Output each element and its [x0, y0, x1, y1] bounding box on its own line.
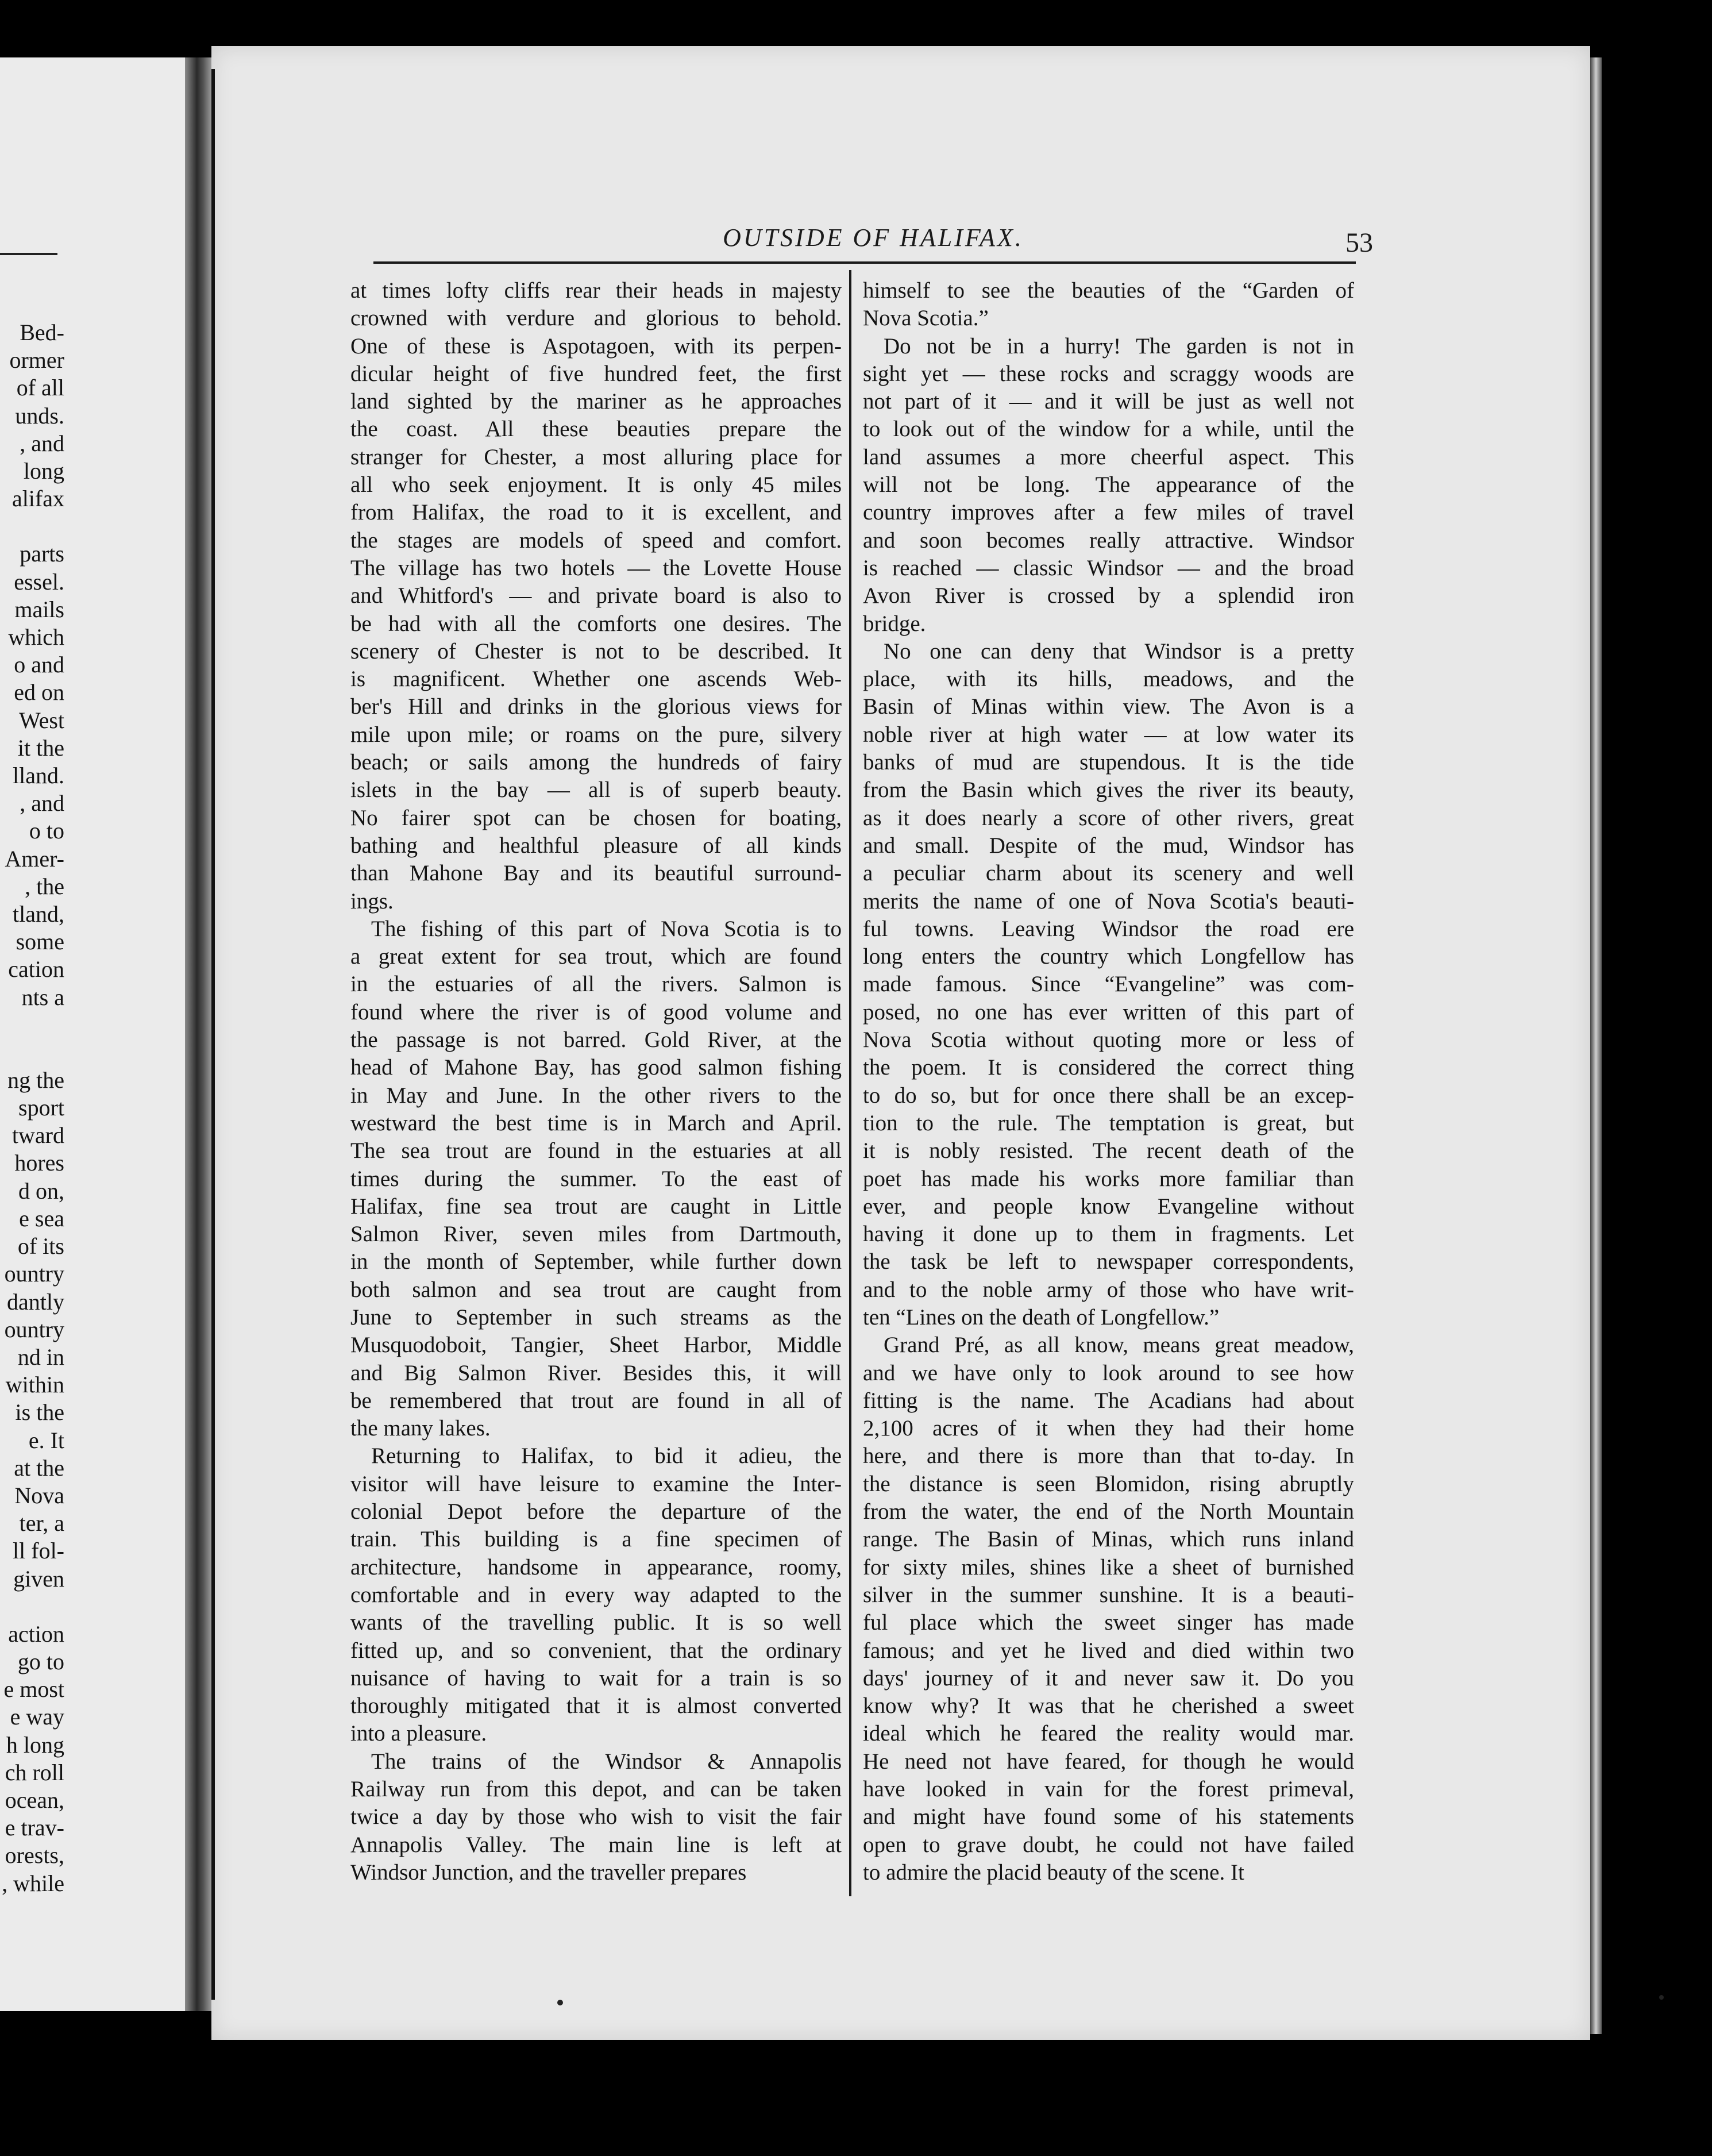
text-line: at times lofty cliffs rear their heads in majesty: [350, 278, 842, 303]
text-line: and soon becomes really attractive. Windsor: [863, 528, 1354, 553]
text-line: One of these is Aspotagoen, with its perpen-: [350, 333, 842, 359]
text-line: in the estuaries of all the rivers. Salmon is: [350, 972, 842, 997]
text-line: fitting is the name. The Acadians had about: [863, 1388, 1354, 1413]
text-line: will not be long. The appearance of the: [863, 472, 1354, 498]
text-line: thoroughly mitigated that it is almost converted: [350, 1693, 842, 1719]
text-line: the many lakes.: [350, 1416, 491, 1441]
previous-page-fragment: long: [23, 458, 64, 484]
text-line: Avon River is crossed by a splendid iron: [863, 583, 1354, 609]
text-line: comfortable and in every way adapted to the: [350, 1582, 842, 1607]
text-line: be had with all the comforts one desires. The: [350, 611, 842, 636]
paragraph: [863, 638, 1354, 1331]
previous-page-fragment: Bed-: [20, 319, 64, 345]
text-line: head of Mahone Bay, has good salmon fishing: [350, 1055, 842, 1080]
text-line: twice a day by those who wish to visit the fair: [350, 1804, 842, 1830]
text-line: Returning to Halifax, to bid it adieu, the: [371, 1443, 842, 1469]
text-line: June to September in such streams as the: [350, 1304, 842, 1330]
text-line: ever, and people know Evangeline without: [863, 1194, 1354, 1219]
previous-page-fragment: at the: [14, 1454, 64, 1481]
text-line: Halifax, fine sea trout are caught in Little: [350, 1194, 842, 1219]
previous-page-gap: [0, 513, 64, 540]
text-line: poet has made his works more familiar than: [863, 1166, 1354, 1191]
previous-page-rule: [0, 253, 57, 255]
text-line: for sixty miles, shines like a sheet of burnished: [863, 1554, 1354, 1580]
previous-page-fragment: of all: [16, 375, 64, 401]
previous-page-fragment: some: [16, 929, 64, 955]
text-line: found where the river is of good volume and: [350, 999, 842, 1025]
text-line: fitted up, and so convenient, that the ordinary: [350, 1638, 842, 1663]
previous-page-fragment: mails: [14, 596, 64, 622]
page-number: 53: [1345, 228, 1373, 258]
previous-page-fragment: lland.: [13, 763, 64, 789]
text-line: beach; or sails among the hundreds of fairy: [350, 750, 842, 775]
text-line: dicular height of five hundred feet, the first: [350, 361, 842, 386]
text-line: banks of mud are stupendous. It is the tide: [863, 750, 1354, 775]
previous-page-fragment: e trav-: [5, 1815, 64, 1841]
book-gutter: [185, 57, 211, 2011]
previous-page-fragment: action: [8, 1620, 64, 1647]
previous-page-fragment: o to: [29, 818, 64, 844]
text-line: architecture, handsome in appearance, roomy,: [350, 1554, 842, 1580]
previous-page-fragment: nts a: [21, 984, 64, 1010]
text-line: No one can deny that Windsor is a pretty: [884, 638, 1354, 664]
previous-page-fragment: go to: [17, 1648, 64, 1674]
text-line: the task be left to newspaper correspondents,: [863, 1249, 1354, 1275]
text-line: times during the summer. To the east of: [350, 1166, 842, 1191]
paragraph: [350, 1442, 842, 1747]
text-line: to do so, but for once there shall be an excep-: [863, 1083, 1354, 1108]
previous-page-gap: [0, 1039, 64, 1067]
text-line: Musquodoboit, Tangier, Sheet Harbor, Middle: [350, 1333, 842, 1358]
previous-page-fragment: is the: [15, 1399, 64, 1426]
text-line: and we have only to look around to see how: [863, 1360, 1354, 1385]
column-divider: [849, 270, 851, 1896]
text-line: and small. Despite of the mud, Windsor has: [863, 833, 1354, 858]
previous-page-fragment: tward: [11, 1122, 64, 1149]
text-line: crowned with verdure and glorious to behold.: [350, 306, 842, 331]
previous-page-gap: [0, 1011, 64, 1039]
text-line: land sighted by the mariner as he approaches: [350, 389, 842, 414]
text-line: No fairer spot can be chosen for boating,: [350, 805, 842, 830]
text-line: Nova Scotia without quoting more or less of: [863, 1027, 1354, 1053]
text-line: not part of it — and it will be just as well not: [863, 389, 1354, 414]
previous-page-fragment: o and: [14, 652, 64, 678]
ink-speck: [557, 2000, 563, 2005]
paragraph: [863, 277, 1354, 333]
text-line: from the Basin which gives the river its beauty,: [863, 777, 1354, 803]
text-line: here, and there is more than that to-day. In: [863, 1443, 1354, 1469]
text-line: than Mahone Bay and its beautiful surround-: [350, 861, 842, 886]
text-line: all who seek enjoyment. It is only 45 miles: [350, 472, 842, 498]
text-line: the poem. It is considered the correct thing: [863, 1055, 1354, 1080]
previous-page-fragment: ch roll: [5, 1759, 64, 1785]
text-line: Windsor Junction, and the traveller prepares: [350, 1859, 747, 1885]
text-line: have looked in vain for the forest primeval,: [863, 1777, 1354, 1802]
previous-page-fragment: ter, a: [19, 1510, 64, 1537]
previous-page-fragment: dantly: [7, 1288, 64, 1315]
previous-page-fragment: given: [13, 1565, 64, 1592]
previous-page-fragment: ountry: [4, 1316, 64, 1342]
text-line: The sea trout are found in the estuaries at all: [350, 1138, 842, 1164]
text-line: silver in the summer sunshine. It is a beauti-: [863, 1582, 1354, 1607]
text-line: ten “Lines on the death of Longfellow.”: [863, 1304, 1220, 1330]
text-line: tion to the rule. The temptation is great, but: [863, 1110, 1354, 1135]
previous-page-fragment: within: [5, 1372, 64, 1398]
paragraph: [350, 277, 842, 915]
text-line: know why? It was that he cherished a sweet: [863, 1693, 1354, 1719]
previous-page-fragment: ormer: [9, 347, 64, 374]
text-line: place, with its hills, meadows, and the: [863, 667, 1354, 692]
text-line: Grand Pré, as all know, means great meadow,: [884, 1333, 1354, 1358]
previous-page-fragment: which: [8, 624, 64, 650]
text-line: Nova Scotia.”: [863, 306, 989, 331]
text-line: both salmon and sea trout are caught from: [350, 1277, 842, 1302]
header-rule: [373, 261, 1356, 264]
previous-page-fragment: Amer-: [5, 845, 64, 872]
text-line: as it does nearly a score of other rivers, great: [863, 805, 1354, 830]
text-line: ber's Hill and drinks in the glorious views for: [350, 694, 842, 719]
text-line: ideal which he feared the reality would mar.: [863, 1721, 1354, 1746]
text-line: in the month of September, while further down: [350, 1249, 842, 1275]
previous-page-fragment: nd in: [17, 1343, 64, 1370]
previous-page: [0, 57, 185, 2011]
text-line: and might have found some of his statements: [863, 1804, 1354, 1830]
text-line: the passage is not barred. Gold River, at the: [350, 1027, 842, 1053]
text-line: days' journey of it and never saw it. Do you: [863, 1665, 1354, 1691]
previous-page-fragment: ocean,: [5, 1787, 64, 1813]
previous-page-fragment: it the: [17, 734, 64, 761]
text-line: nuisance of having to wait for a train is so: [350, 1665, 842, 1691]
text-line: the coast. All these beauties prepare the: [350, 417, 842, 442]
previous-page-fragment: unds.: [15, 402, 64, 429]
paragraph: [863, 1331, 1354, 1886]
text-line: into a pleasure.: [350, 1721, 487, 1746]
text-line: colonial Depot before the departure of the: [350, 1499, 842, 1524]
text-line: made famous. Since “Evangeline” was com-: [863, 972, 1354, 997]
previous-page-fragment: West: [19, 707, 64, 733]
paragraph: [863, 333, 1354, 638]
previous-page-fragment: h long: [6, 1731, 64, 1758]
previous-page-fragment: orests,: [5, 1842, 64, 1869]
text-line: noble river at high water — at low water its: [863, 722, 1354, 747]
left-column: [350, 277, 842, 1886]
text-line: open to grave doubt, he could not have failed: [863, 1832, 1354, 1857]
text-line: from Halifax, the road to it is excellent, and: [350, 500, 842, 525]
text-line: He need not have feared, for though he would: [863, 1749, 1354, 1774]
previous-page-gap: [0, 1593, 64, 1620]
text-line: a great extent for sea trout, which are found: [350, 944, 842, 969]
text-line: merits the name of one of Nova Scotia's beauti-: [863, 888, 1354, 914]
text-line: 2,100 acres of it when they had their home: [863, 1416, 1354, 1441]
previous-page-fragment: e way: [10, 1704, 64, 1730]
previous-page-fragment: , and: [20, 790, 64, 817]
text-line: bridge.: [863, 611, 926, 636]
text-line: the distance is seen Blomidon, rising abruptly: [863, 1471, 1354, 1496]
previous-page-fragment: ed on: [14, 679, 64, 706]
previous-page-fragment: Nova: [14, 1482, 64, 1508]
previous-page-fragment: ng the: [7, 1067, 64, 1093]
text-line: Annapolis Valley. The main line is left at: [350, 1832, 842, 1857]
text-line: The village has two hotels — the Lovette House: [350, 555, 842, 580]
previous-page-fragment: e most: [3, 1676, 64, 1703]
paragraph: [350, 915, 842, 1443]
text-line: be remembered that trout are found in all of: [350, 1388, 842, 1413]
text-line: The fishing of this part of Nova Scotia is to: [371, 916, 842, 941]
right-column: [863, 277, 1354, 1886]
previous-page-fragment: ountry: [4, 1261, 64, 1287]
ink-speck: [1659, 1995, 1664, 2000]
text-line: posed, no one has ever written of this part of: [863, 999, 1354, 1025]
text-line: visitor will have leisure to examine the Inter-: [350, 1471, 842, 1496]
previous-page-fragment: of its: [17, 1233, 64, 1260]
previous-page-fragment: alifax: [11, 486, 64, 512]
text-line: and to the noble army of those who have writ-: [863, 1277, 1354, 1302]
text-line: is reached — classic Windsor — and the broad: [863, 555, 1354, 580]
previous-page-fragment: d on,: [18, 1177, 64, 1204]
text-line: Do not be in a hurry! The garden is not in: [884, 333, 1354, 359]
text-line: train. This building is a fine specimen of: [350, 1527, 842, 1552]
text-line: a peculiar charm about its scenery and well: [863, 861, 1354, 886]
text-line: mile upon mile; or roams on the pure, silvery: [350, 722, 842, 747]
text-line: islets in the bay — all is of superb beauty.: [350, 777, 842, 803]
text-line: stranger for Chester, a most alluring place for: [350, 444, 842, 469]
text-line: bathing and healthful pleasure of all kinds: [350, 833, 842, 858]
text-line: Basin of Minas within view. The Avon is a: [863, 694, 1354, 719]
previous-page-fragment: tland,: [13, 901, 64, 927]
text-line: ful towns. Leaving Windsor the road ere: [863, 916, 1354, 941]
text-line: it is nobly resisted. The recent death of the: [863, 1138, 1354, 1164]
text-line: himself to see the beauties of the “Garden of: [863, 278, 1354, 303]
text-line: The trains of the Windsor & Annapolis: [371, 1749, 842, 1774]
text-line: ful place which the sweet singer has made: [863, 1610, 1354, 1635]
running-header: OUTSIDE OF HALIFAX.: [723, 224, 1024, 252]
text-line: to admire the placid beauty of the scene. It: [863, 1859, 1244, 1885]
text-line: ings.: [350, 888, 394, 914]
text-line: country improves after a few miles of travel: [863, 500, 1354, 525]
text-line: and Big Salmon River. Besides this, it will: [350, 1360, 842, 1385]
previous-page-fragment: , the: [25, 873, 64, 899]
text-line: sight yet — these rocks and scraggy woods are: [863, 361, 1354, 386]
text-line: in May and June. In the other rivers to the: [350, 1083, 842, 1108]
text-line: from the water, the end of the North Mountain: [863, 1499, 1354, 1524]
previous-page-fragment: parts: [20, 541, 64, 567]
text-line: scenery of Chester is not to be described. It: [350, 638, 842, 664]
text-line: westward the best time is in March and April.: [350, 1110, 842, 1135]
page-edge: [1590, 57, 1602, 2034]
previous-page-fragment: sport: [18, 1095, 64, 1121]
text-line: Salmon River, seven miles from Dartmouth,: [350, 1222, 842, 1247]
previous-page-fragment: e sea: [19, 1205, 64, 1231]
text-line: long enters the country which Longfellow has: [863, 944, 1354, 969]
text-line: land assumes a more cheerful aspect. This: [863, 444, 1354, 469]
previous-page-fragment: , while: [2, 1870, 64, 1896]
text-line: and Whitford's — and private board is also to: [350, 583, 842, 609]
previous-page-fragment: e. It: [28, 1427, 64, 1453]
previous-page-text: [0, 319, 64, 1897]
text-line: Railway run from this depot, and can be taken: [350, 1777, 842, 1802]
text-line: famous; and yet he lived and died within two: [863, 1638, 1354, 1663]
text-line: to look out of the window for a while, until the: [863, 417, 1354, 442]
previous-page-fragment: , and: [20, 430, 64, 456]
previous-page-fragment: hores: [14, 1150, 64, 1176]
paragraph: [350, 1748, 842, 1886]
previous-page-fragment: essel.: [14, 568, 64, 595]
text-line: having it done up to them in fragments. Let: [863, 1222, 1354, 1247]
previous-page-fragment: ll fol-: [13, 1538, 64, 1564]
previous-page-fragment: cation: [8, 956, 64, 983]
text-line: range. The Basin of Minas, which runs inland: [863, 1527, 1354, 1552]
text-line: wants of the travelling public. It is so well: [350, 1610, 842, 1635]
text-line: is magnificent. Whether one ascends Web-: [350, 667, 842, 692]
text-line: the stages are models of speed and comfort.: [350, 528, 842, 553]
binding-line: [211, 69, 215, 2000]
